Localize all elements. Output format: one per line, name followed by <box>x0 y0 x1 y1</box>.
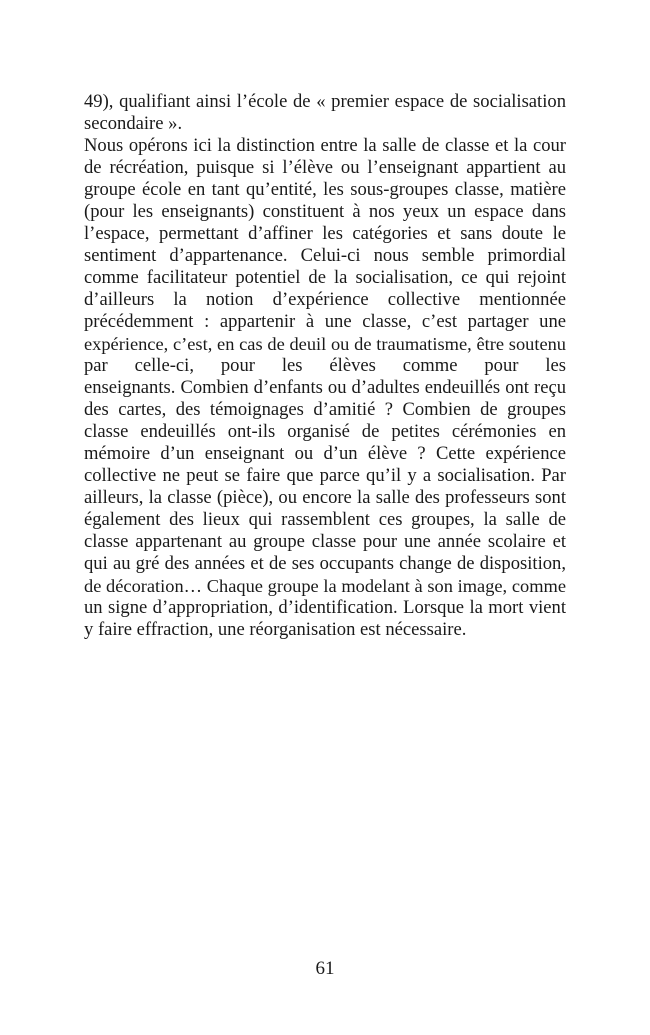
text-line: mémoire d’un enseignant ou d’un élève ? Cette expérience <box>84 443 566 464</box>
paragraph <box>84 135 566 641</box>
text-line: précédemment : appartenir à une classe, c’est partager une <box>84 311 566 332</box>
text-line: d’ailleurs la notion d’expérience collective mentionnée <box>84 289 566 310</box>
text-line: qui au gré des années et de ses occupants change de disposition, <box>84 553 566 574</box>
text-line: des cartes, des témoignages d’amitié ? Combien de groupes <box>84 399 566 420</box>
text-line: sentiment d’appartenance. Celui-ci nous semble primordial <box>84 245 566 266</box>
text-line: de récréation, puisque si l’élève ou l’enseignant appartient au <box>84 157 566 178</box>
text-line: classe endeuillés ont-ils organisé de petites cérémonies en <box>84 421 566 442</box>
page-number: 61 <box>315 958 335 979</box>
body-text <box>84 91 566 641</box>
paragraph <box>84 91 566 135</box>
text-line: collective ne peut se faire que parce qu’il y a socialisation. Par <box>84 465 566 486</box>
text-line: également des lieux qui rassemblent ces groupes, la salle de <box>84 509 566 530</box>
text-line: de décoration… Chaque groupe la modelant à son image, comme <box>84 576 566 596</box>
text-line: un signe d’appropriation, d’identification. Lorsque la mort vient <box>84 597 566 618</box>
text-line: y faire effraction, une réorganisation est nécessaire. <box>84 619 467 640</box>
text-line: ailleurs, la classe (pièce), ou encore la salle des professeurs sont <box>84 487 566 508</box>
text-line: (pour les enseignants) constituent à nos yeux un espace dans <box>84 201 566 222</box>
text-line: enseignants. Combien d’enfants ou d’adultes endeuillés ont reçu <box>84 377 566 398</box>
text-line: expérience, c’est, en cas de deuil ou de traumatisme, être soutenu <box>84 334 566 354</box>
text-line: 49), qualifiant ainsi l’école de « premier espace de socialisation <box>84 91 566 112</box>
text-line: l’espace, permettant d’affiner les catégories et sans doute le <box>84 223 566 244</box>
text-line: classe appartenant au groupe classe pour une année scolaire et <box>84 531 566 552</box>
text-line: comme facilitateur potentiel de la socialisation, ce qui rejoint <box>84 267 566 288</box>
text-line: par celle-ci, pour les élèves comme pour les <box>84 355 566 376</box>
text-line: Nous opérons ici la distinction entre la salle de classe et la cour <box>84 135 566 156</box>
text-line: groupe école en tant qu’entité, les sous-groupes classe, matière <box>84 179 566 200</box>
text-line: secondaire ». <box>84 113 183 134</box>
